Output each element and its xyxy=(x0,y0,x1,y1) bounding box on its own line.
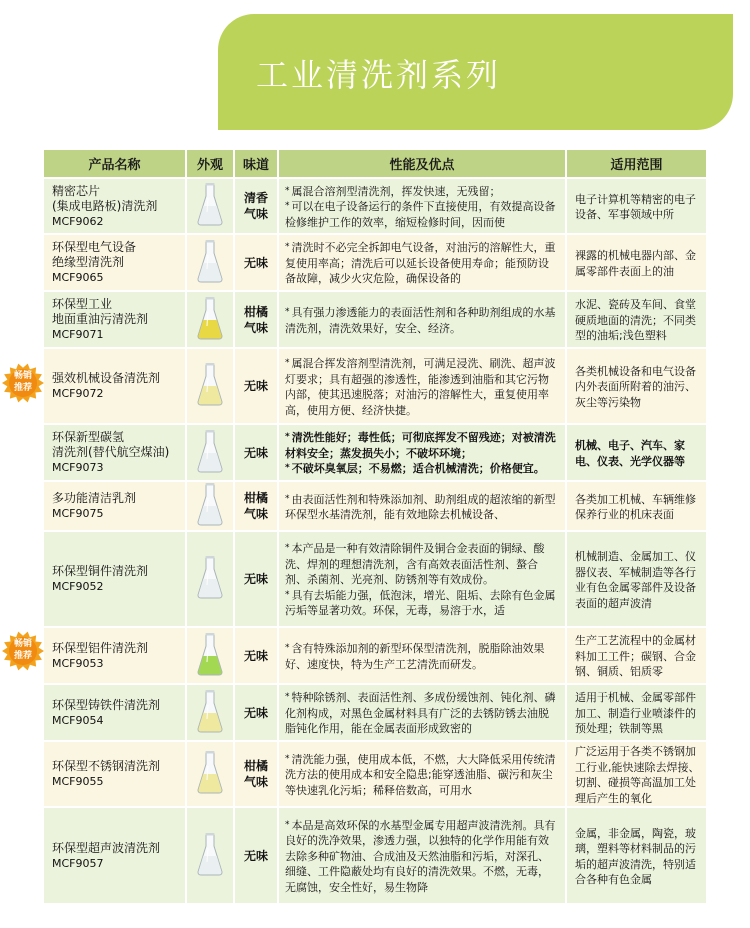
performance-item xyxy=(285,818,559,896)
usage-text: 裸露的机械电器内部、金属零部件表面上的油 xyxy=(575,249,696,278)
performance-item xyxy=(285,690,559,737)
performance-cell xyxy=(278,807,566,903)
flask-icon xyxy=(196,482,224,526)
table-row xyxy=(44,684,706,741)
taste-text: 清香 xyxy=(243,191,268,205)
table-row xyxy=(44,741,706,807)
flask-icon xyxy=(196,296,224,340)
performance-item-text: 由表面活性剂和特殊添加剂、助剂组成的超浓缩的新型环保型水基清洗剂，能有效地除去机械设备、 xyxy=(285,492,556,521)
performance-item-text: 清洗性能好；毒性低；可彻底挥发不留残迹；对被清洗材料安全；蒸发损失小；不破坏环境； xyxy=(285,431,556,460)
performance-cell xyxy=(278,348,566,424)
performance-text xyxy=(285,240,559,287)
performance-item xyxy=(285,752,559,799)
performance-cell xyxy=(278,481,566,531)
badge-line1: 畅销 xyxy=(13,371,32,381)
product-name: 环保型工业 xyxy=(52,297,113,311)
performance-text xyxy=(285,641,559,672)
performance-item xyxy=(285,305,559,336)
taste-cell xyxy=(234,531,278,627)
product-code: MCF9071 xyxy=(52,328,104,341)
badge-line2: 推荐 xyxy=(13,383,32,393)
flask-icon xyxy=(196,689,224,733)
performance-item-text: 属混合溶剂型清洗剂，挥发快速，无残留； xyxy=(291,184,501,198)
performance-item-text: 具有强力渗透能力的表面活性剂和各种助剂组成的水基清洗剂，清洗效果好，安全、经济。 xyxy=(285,306,556,335)
bullet-star: * xyxy=(285,643,290,653)
product-code: MCF9053 xyxy=(52,656,104,670)
usage-cell xyxy=(566,291,706,348)
flask-icon xyxy=(196,182,224,226)
taste-text: 无味 xyxy=(243,379,268,393)
performance-item-text: 可以在电子设备运行的条件下直接使用，有效提高设备检修维护工作的效率，缩短检修时间，因而使 xyxy=(285,200,556,229)
taste-cell xyxy=(234,627,278,684)
product-code: MCF9057 xyxy=(52,856,104,870)
taste-text: 无味 xyxy=(243,705,268,720)
badge-line1: 畅销 xyxy=(13,638,32,649)
header-look: 外观 xyxy=(186,150,234,178)
product-name: 环保型铜件清洗剂 xyxy=(52,564,149,578)
bullet-star: * xyxy=(285,432,290,443)
table-row xyxy=(44,178,706,234)
flask-icon xyxy=(196,362,224,406)
taste-text-line2: 气味 xyxy=(243,507,268,521)
bestseller-badge xyxy=(1,362,45,404)
taste-text: 柑橘 xyxy=(243,491,268,505)
appearance-cell xyxy=(186,807,234,903)
product-code: MCF9072 xyxy=(52,387,104,400)
product-name-cell xyxy=(44,741,186,807)
flask-icon xyxy=(196,632,224,676)
table-row xyxy=(44,348,706,424)
performance-text xyxy=(285,184,559,231)
performance-text xyxy=(285,690,559,737)
bullet-star: * xyxy=(285,463,290,474)
flask-icon xyxy=(196,750,224,794)
performance-cell xyxy=(278,178,566,234)
taste-text: 无味 xyxy=(243,445,268,460)
taste-cell xyxy=(234,684,278,741)
appearance-cell xyxy=(186,741,234,807)
bullet-star: * xyxy=(285,753,290,764)
performance-text xyxy=(285,356,559,418)
appearance-cell xyxy=(186,348,234,424)
product-name: 环保型铸铁件清洗剂 xyxy=(52,697,161,712)
table-row xyxy=(44,531,706,627)
usage-text: 电子计算机等精密的电子设备、军事领域中所 xyxy=(575,192,696,221)
title-banner xyxy=(218,14,733,130)
usage-cell xyxy=(566,481,706,531)
bullet-star: * xyxy=(285,692,290,703)
flask-icon xyxy=(196,429,224,473)
performance-item xyxy=(285,356,559,418)
table-row xyxy=(44,627,706,684)
bullet-star: * xyxy=(285,201,290,212)
header-name: 产品名称 xyxy=(44,150,186,178)
header-perf: 性能及优点 xyxy=(278,150,566,178)
appearance-cell xyxy=(186,627,234,684)
flask-icon xyxy=(196,555,224,599)
taste-cell xyxy=(234,807,278,903)
header-taste: 味道 xyxy=(234,150,278,178)
bullet-star: * xyxy=(285,819,290,830)
taste-text-line2: 气味 xyxy=(243,320,268,335)
usage-cell xyxy=(566,234,706,291)
flask-icon xyxy=(196,832,224,876)
performance-item-text: 本产品是一种有效清除铜件及铜合金表面的铜绿、酸洗、焊剂的理想清洗剂，含有高效表面活性剂、螯合剂、杀菌剂、光亮剂、防锈剂等有效成份。 xyxy=(285,542,545,587)
usage-text: 机械制造、金属加工、仪器仪表、军械制造等各行业有色金属零部件及设备表面的超声波清 xyxy=(575,550,696,610)
taste-cell xyxy=(234,234,278,291)
appearance-cell xyxy=(186,531,234,627)
page-title: 工业清洗剂系列 xyxy=(256,56,502,94)
taste-cell xyxy=(234,481,278,531)
performance-item-text: 本品是高效环保的水基型金属专用超声波清洗剂。具有良好的洗净效果，渗透力强，以独特的化学作用能有效去除多种矿物油、合成油及天然油脂和污垢，对深孔、细缝、工件隐蔽处均有良好的清洗效果。不燃，无毒，无腐蚀，安全性好，易生物降 xyxy=(285,818,556,894)
product-name: 环保型超声波清洗剂 xyxy=(52,840,161,855)
appearance-cell xyxy=(186,684,234,741)
table-row xyxy=(44,481,706,531)
taste-cell xyxy=(234,741,278,807)
product-code: MCF9073 xyxy=(52,461,104,474)
product-name: 环保型不锈钢清洗剂 xyxy=(52,759,161,773)
taste-cell xyxy=(234,424,278,481)
product-name-cell xyxy=(44,178,186,234)
usage-text: 金属，非金属，陶瓷，玻璃，塑料等材料制品的污垢的超声波清洗，特别适合各种有色金属 xyxy=(575,826,696,886)
appearance-cell xyxy=(186,481,234,531)
bullet-star: * xyxy=(285,358,290,368)
product-name: 多功能清洁乳剂 xyxy=(52,491,137,505)
product-name-cell xyxy=(44,531,186,627)
product-code: MCF9055 xyxy=(52,775,104,788)
product-code: MCF9075 xyxy=(52,507,104,520)
product-name: 环保型铝件清洗剂 xyxy=(52,640,149,655)
performance-cell xyxy=(278,424,566,481)
performance-cell xyxy=(278,234,566,291)
performance-item-text: 不破坏臭氧层；不易燃；适合机械清洗；价格便宜。 xyxy=(291,462,545,476)
product-name-cell xyxy=(44,627,186,684)
flask-icon xyxy=(196,239,224,283)
product-name-cell xyxy=(44,291,186,348)
usage-text: 广泛运用于各类不锈钢加工行业,能快速除去焊接、切割、碰损等高温加工处理后产生的氧化 xyxy=(575,745,700,805)
performance-item xyxy=(285,461,559,477)
badge-line2: 推荐 xyxy=(13,650,32,661)
product-name-cell xyxy=(44,481,186,531)
usage-text: 各类机械设备和电气设备内外表面所附着的油污、灰尘等污染物 xyxy=(575,364,696,409)
header-usage: 适用范围 xyxy=(566,150,706,178)
performance-cell xyxy=(278,684,566,741)
product-code: MCF9065 xyxy=(52,271,104,284)
performance-item-text: 具有去垢能力强，低泡沫，增光、阻垢、去除有色金属污垢等显著功效。环保，无毒，易溶于水，适 xyxy=(285,588,556,618)
taste-text: 柑橘 xyxy=(243,304,268,319)
taste-text: 无味 xyxy=(243,848,268,863)
taste-text-line2: 气味 xyxy=(243,207,268,221)
product-name: 环保型电气设备 xyxy=(52,240,137,254)
product-code: MCF9054 xyxy=(52,713,104,727)
taste-text: 无味 xyxy=(243,572,268,586)
usage-text: 生产工艺流程中的金属材料加工工件；碳钢、合金钢、铜质、铝质零 xyxy=(575,634,696,679)
usage-text: 各类加工机械、车辆维修保养行业的机床表面 xyxy=(575,492,696,521)
product-name-cell xyxy=(44,807,186,903)
performance-text xyxy=(285,541,559,619)
bullet-star: * xyxy=(285,185,290,196)
product-name-line2: 清洗剂(替代航空煤油) xyxy=(52,445,170,459)
performance-item xyxy=(285,240,559,287)
product-name-cell xyxy=(44,684,186,741)
product-name-line2: (集成电路板)清洗剂 xyxy=(52,198,158,213)
table-row xyxy=(44,234,706,291)
product-name-cell xyxy=(44,348,186,424)
performance-cell xyxy=(278,741,566,807)
taste-cell xyxy=(234,348,278,424)
usage-text: 水泥、瓷砖及车间、食堂硬质地面的清洗；不同类型的油垢;浅色塑料 xyxy=(575,298,696,343)
performance-item-text: 清洗时不必完全拆卸电气设备，对油污的溶解性大，重复使用率高；清洗后可以延长设备使用寿命；能预防设备故障，减少火灾危险，确保设备的 xyxy=(285,241,556,286)
bullet-star: * xyxy=(285,242,290,253)
appearance-cell xyxy=(186,234,234,291)
performance-item xyxy=(285,184,559,200)
performance-cell xyxy=(278,531,566,627)
usage-cell xyxy=(566,531,706,627)
usage-cell xyxy=(566,424,706,481)
taste-text: 无味 xyxy=(243,255,268,270)
performance-item xyxy=(285,492,559,523)
product-name: 强效机械设备清洗剂 xyxy=(52,371,161,385)
bullet-star: * xyxy=(285,589,290,600)
performance-text xyxy=(285,305,559,336)
usage-cell xyxy=(566,741,706,807)
product-code: MCF9052 xyxy=(52,580,104,593)
bullet-star: * xyxy=(285,493,290,504)
product-table xyxy=(44,150,706,903)
bullet-star: * xyxy=(285,543,290,554)
product-code: MCF9062 xyxy=(52,214,104,228)
taste-text-line2: 气味 xyxy=(243,775,268,789)
performance-text xyxy=(285,430,559,477)
table-header-row xyxy=(44,150,706,178)
usage-cell xyxy=(566,627,706,684)
performance-cell xyxy=(278,291,566,348)
performance-item-text: 含有特殊添加剂的新型环保型清洗剂，脱脂除油效果好、速度快，特为生产工艺清洗而研发。 xyxy=(285,642,545,671)
performance-item xyxy=(285,199,559,230)
performance-item-text: 特种除锈剂、表面活性剂、多成份缓蚀剂、钝化剂、磷化剂构成，对黑色金属材料具有广泛的去锈防锈去油脱脂钝化作用，能在金属表面形成致密的 xyxy=(285,691,556,736)
bestseller-badge xyxy=(1,630,45,672)
usage-text: 机械、电子、汽车、家电、仪表、光学仪器等 xyxy=(575,439,685,468)
product-name-line2: 地面重油污清洗剂 xyxy=(52,312,149,326)
performance-text xyxy=(285,752,559,799)
performance-text xyxy=(285,818,559,896)
table-row xyxy=(44,424,706,481)
usage-cell xyxy=(566,684,706,741)
product-name-cell xyxy=(44,424,186,481)
taste-cell xyxy=(234,291,278,348)
performance-item-text: 清洗能力强，使用成本低，不燃，大大降低采用传统清洗方法的使用成本和安全隐患;能穿透油脂、碳污和灰尘等快速乳化污垢；稀释倍数高，可用水 xyxy=(285,752,556,797)
performance-item xyxy=(285,541,559,588)
performance-item-text: 属混合挥发溶剂型清洗剂，可满足浸洗、刷洗、超声波灯要求；具有超强的渗透性，能渗透到油脂和其它污物内部，使其迅速脱落；对油污的溶解性大，重复使用率高，使用方便、经济快捷。 xyxy=(285,357,556,417)
product-name: 环保新型碳氢 xyxy=(52,430,125,444)
performance-item xyxy=(285,641,559,672)
table-row xyxy=(44,807,706,903)
usage-cell xyxy=(566,178,706,234)
taste-text: 无味 xyxy=(243,648,268,663)
performance-text xyxy=(285,492,559,523)
usage-cell xyxy=(566,348,706,424)
bullet-star: * xyxy=(285,307,290,317)
appearance-cell xyxy=(186,178,234,234)
performance-item xyxy=(285,588,559,619)
table-row xyxy=(44,291,706,348)
usage-cell xyxy=(566,807,706,903)
taste-cell xyxy=(234,178,278,234)
appearance-cell xyxy=(186,424,234,481)
usage-text: 适用于机械、金属零部件加工、制造行业喷漆件的预处理；铁制等黑 xyxy=(575,691,696,736)
taste-text: 柑橘 xyxy=(243,759,268,773)
product-name-cell xyxy=(44,234,186,291)
performance-cell xyxy=(278,627,566,684)
appearance-cell xyxy=(186,291,234,348)
performance-item xyxy=(285,430,559,461)
product-name: 精密芯片 xyxy=(52,183,101,198)
product-name-line2: 绝缘型清洗剂 xyxy=(52,255,125,269)
